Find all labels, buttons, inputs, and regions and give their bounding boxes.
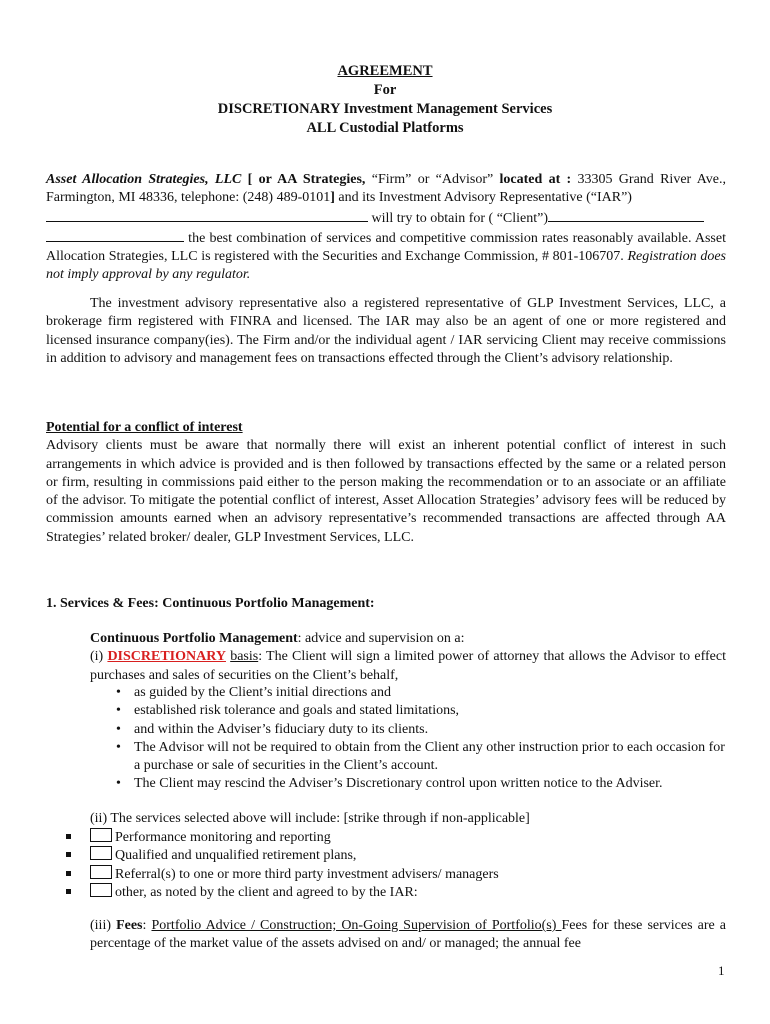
square-bullet-icon [66,834,71,839]
item-i-prefix: (i) [90,649,108,665]
representative-paragraph: The investment advisory representative also a registered representative of GLP Investment Services, LLC, a brokerage firm registered with FINRA and licensed. The IAR may also be an agent of one or more registered and licensed insurance company(ies). The Firm and/or the individual agent / IAR servicing Client may receive commissions in addition to advisory and management fees on transactions effected through the Client’s advisory relationship. [46,296,726,366]
firm-alias: “Firm” or “Advisor” [365,172,500,187]
discretionary-basis-text [90,648,726,685]
item-i-rest: : The Client will sign a limited power of attorney that allows the Advisor to effect purchases and sales of securities on the Client’s behalf, [90,649,726,683]
list-item: • and within the Adviser’s fiduciary duty to its clients. [112,721,732,739]
will-try-text: will try to obtain for ( “Client”) [368,210,549,226]
square-bullet-icon [66,852,71,857]
service-item [66,846,626,864]
firm-name: Asset Allocation Strategies, LLC [46,172,242,187]
document-title [0,62,770,138]
discretionary-bullets [112,684,732,794]
conflict-body: Advisory clients must be aware that normally there will exist an inherent potential conflict of interest in such arrangements in which advice is provided and is then followed by transactions effected by the same or a related person or firm, resulting in commissions paid either to the person making the recommendation or to an associate or an affiliate of the advisor. To mitigate the potential conflict of interest, Asset Allocation Strategies’ advisory fees will be reduced by commission amounts earned when an advisory representative’s recommended transactions are affected through AA Strategies’ related broker/ dealer, GLP Investment Services, LLC. [46,438,726,545]
services-checklist [66,828,626,901]
service-item [66,883,626,901]
cpm-label: Continuous Portfolio Management [90,631,298,646]
services-intro: (ii) The services selected above will include: [strike through if non-applicable] [90,811,530,826]
aa-strategies: AA Strategies, [277,172,366,187]
title-platforms: ALL Custodial Platforms [306,120,464,136]
registration-disclaimer: Registration does not imply approval by any regulator. [46,249,726,283]
intro-paragraph [46,171,726,285]
fees-paragraph [90,917,726,954]
square-bullet-icon [66,871,71,876]
client-name-blank-2[interactable] [46,228,184,242]
page-number: 1 [718,963,725,978]
cpm-rest: : advice and supervision on a: [297,631,465,646]
cpm-line [90,630,726,648]
square-bullet-icon [66,889,71,894]
fees-label: Fees [116,918,143,933]
checkbox[interactable] [90,865,112,879]
service-label: Qualified and unqualified retirement plans, [115,848,357,864]
service-label: other, as noted by the client and agreed to by the IAR: [115,884,418,900]
fees-services-underlined: Portfolio Advice / Construction; On-Going Supervision of Portfolio(s) [151,918,562,933]
fees-colon: : [142,918,152,933]
list-item: • established risk tolerance and goals and stated limitations, [112,702,732,720]
title-agreement: AGREEMENT [337,63,433,79]
conflict-section [46,419,726,547]
bracket-close: ] [330,190,335,206]
basis-label: basis [230,649,259,665]
bracket-open: [ or [241,172,278,187]
list-item: • The Client may rescind the Adviser’s Discretionary control upon written notice to the Adviser. [112,775,732,793]
located-at-label: located at : [499,172,572,187]
checkbox[interactable] [90,846,112,860]
best-combination-text: the best combination of services and competitive commission rates reasonably available. Asset Allocation Strategies, LLC is registered with the Securities and Exchange Commission, # 801-106707. [46,230,726,265]
cpm-paragraph [90,630,726,685]
discretionary-highlight: DISCRETIONARY [107,649,226,665]
service-item [66,828,626,846]
service-item [66,865,626,883]
title-services: DISCRETIONARY Investment Management Services [217,101,553,117]
checkbox[interactable] [90,883,112,897]
iar-name-blank[interactable] [46,208,368,222]
conflict-heading: Potential for a conflict of interest [46,420,243,435]
service-label: Referral(s) to one or more third party investment advisers/ managers [115,866,499,882]
client-name-blank[interactable] [548,208,704,222]
item-iii-prefix: (iii) [90,918,117,933]
checkbox[interactable] [90,828,112,842]
service-label: Performance monitoring and reporting [115,830,331,845]
iar-text: and its Investment Advisory Representative (“IAR”) [334,190,632,206]
list-item: • as guided by the Client’s initial directions and [112,684,732,702]
firm-address: 33305 Grand River Ave., Farmington, MI 48336, telephone: (248) 489-0101 [46,172,727,206]
title-for: For [373,82,397,98]
section1-heading: 1. Services & Fees: Continuous Portfolio Management: [46,596,375,611]
list-item: • The Advisor will not be required to obtain from the Client any other instruction prior to each occasion for a purchase or sale of securities in the Client’s account. [112,739,732,776]
fees-rest: Fees for these services are a percentage of the market value of the assets advised on and/ or managed; the annual fee [90,918,727,952]
